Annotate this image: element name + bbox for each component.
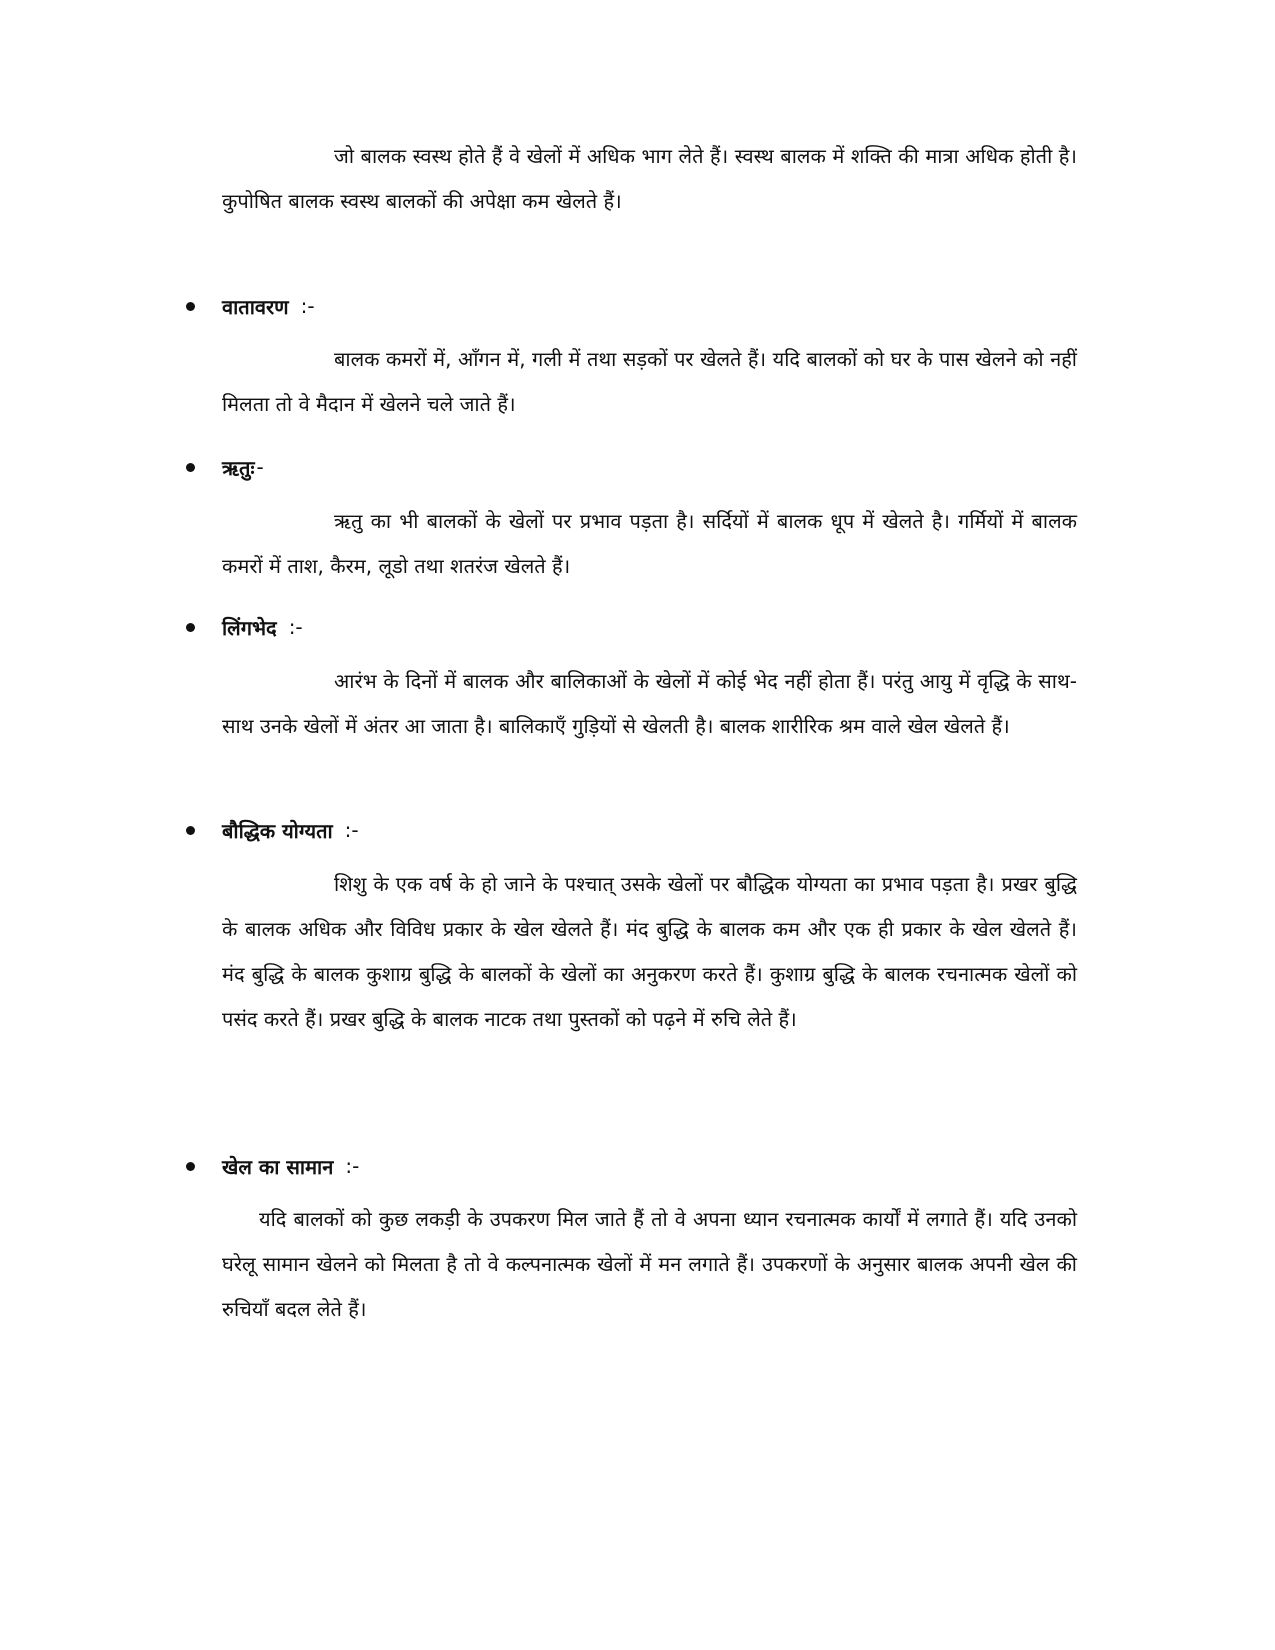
section-title-suffix: :- xyxy=(288,615,303,639)
section-title-suffix: :- xyxy=(344,818,359,842)
bullet-icon xyxy=(186,302,195,311)
section-title: खेल का सामान xyxy=(222,1154,334,1179)
section-title-suffix: - xyxy=(256,455,264,479)
section-heading-play-material xyxy=(186,1151,359,1181)
section-title: बौद्धिक योग्यता xyxy=(222,818,333,843)
section-paragraph-intellect: शिशु के एक वर्ष के हो जाने के पश्चात् उसके खेलों पर बौद्धिक योग्यता का प्रभाव पड़ता है। प्रखर बुद्धि के बालक अधिक और विविध प्रकार के खेल खेलते हैं। मंद बुद्धि के बालक कम और एक ही प्रकार के खेल खेलते हैं। मंद बुद्धि के बालक कुशाग्र बुद्धि के बालकों के खेलों का अनुकरण करते हैं। कुशाग्र बुद्धि के बालक रचनात्मक खेलों को पसंद करते हैं। प्रखर बुद्धि के बालक नाटक तथा पुस्तकों को पढ़ने में रुचि लेते हैं। xyxy=(222,872,1077,1031)
section-paragraph-gender: आरंभ के दिनों में बालक और बालिकाओं के खेलों में कोई भेद नहीं होता हैं। परंतु आयु में वृद्धि के साथ-साथ उनके खेलों में अंतर आ जाता है। बालिकाएँ गुड़ियों से खेलती है। बालक शारीरिक श्रम वाले खेल खेलते हैं। xyxy=(222,669,1077,738)
section-paragraph-season: ऋतु का भी बालकों के खेलों पर प्रभाव पड़ता है। सर्दियों में बालक धूप में खेलते है। गर्मियों में बालक कमरों में ताश, कैरम, लूडो तथा शतरंज खेलते हैं। xyxy=(222,509,1077,578)
section-paragraph-environment: बालक कमरों में, आँगन में, गली में तथा सड़कों पर खेलते हैं। यदि बालकों को घर के पास खेलने को नहीं मिलता तो वे मैदान में खेलने चले जाते हैं। xyxy=(222,347,1077,416)
section-title: ऋतुः xyxy=(222,455,255,480)
intro-paragraph: जो बालक स्वस्थ होते हैं वे खेलों में अधिक भाग लेते हैं। स्वस्थ बालक में शक्ति की मात्रा अधिक होती है। कुपोषित बालक स्वस्थ बालकों की अपेक्षा कम खेलते हैं। xyxy=(222,144,1077,213)
bullet-icon xyxy=(186,1162,195,1171)
bullet-icon xyxy=(186,623,195,632)
bullet-icon xyxy=(186,826,195,835)
section-heading-environment xyxy=(186,291,315,321)
section-paragraph-play-material: यदि बालकों को कुछ लकड़ी के उपकरण मिल जाते हैं तो वे अपना ध्यान रचनात्मक कार्यों में लगाते हैं। यदि उनको घरेलू सामान खेलने को मिलता है तो वे कल्पनात्मक खेलों में मन लगाते हैं। उपकरणों के अनुसार बालक अपनी खेल की रुचियाँ बदल लेते हैं। xyxy=(222,1207,1077,1321)
section-title: लिंगभेद xyxy=(222,615,277,640)
section-title-suffix: :- xyxy=(345,1154,360,1178)
bullet-icon xyxy=(186,463,195,472)
section-heading-season xyxy=(186,452,264,482)
section-title: वातावरण xyxy=(222,294,289,319)
section-heading-gender xyxy=(186,612,303,642)
section-title-suffix: :- xyxy=(300,294,315,318)
section-heading-intellect xyxy=(186,815,359,845)
